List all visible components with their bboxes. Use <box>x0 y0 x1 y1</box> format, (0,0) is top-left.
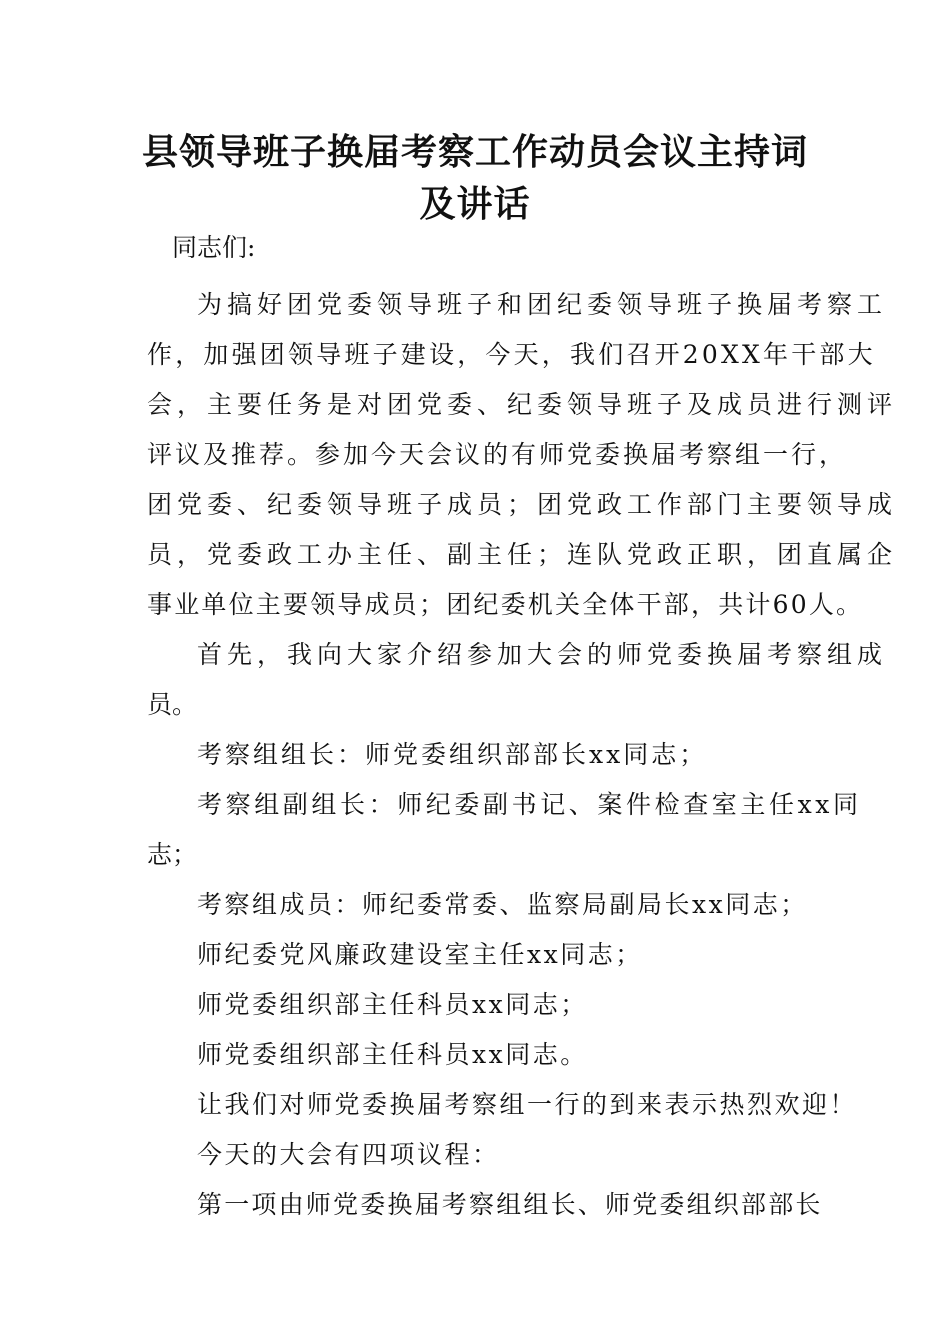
group-member-line: 师纪委党风廉政建设室主任xx同志； <box>197 940 643 969</box>
paragraph-line: 员，党委政工办主任、副主任；连队党政正职，团直属企 <box>147 540 898 569</box>
paragraph-line: 事业单位主要领导成员；团纪委机关全体干部，共计60人。 <box>147 590 864 619</box>
paragraph-line: 为搞好团党委领导班子和团纪委领导班子换届考察工 <box>197 290 888 319</box>
deputy-leader-line-cont: 志； <box>147 840 198 869</box>
paragraph-line: 评议及推荐。参加今天会议的有师党委换届考察组一行， <box>147 440 848 469</box>
agenda-intro-line: 今天的大会有四项议程： <box>197 1140 500 1169</box>
paragraph-introduce-group <box>147 630 888 730</box>
deputy-leader-block <box>147 780 862 880</box>
paragraph-line: 团党委、纪委领导班子成员；团党政工作部门主要领导成 <box>147 490 898 519</box>
paragraph-line: 作，加强团领导班子建设，今天，我们召开20XX年干部大 <box>147 340 876 369</box>
paragraph-line: 员。 <box>147 690 198 719</box>
group-member-line: 师党委组织部主任科员xx同志。 <box>197 1040 588 1069</box>
group-member-line: 考察组成员：师纪委常委、监察局副局长xx同志； <box>197 890 808 919</box>
group-member-line: 师党委组织部主任科员xx同志； <box>197 990 588 1019</box>
paragraph-line: 首先，我向大家介绍参加大会的师党委换届考察组成 <box>197 640 888 669</box>
welcome-line: 让我们对师党委换届考察组一行的到来表示热烈欢迎！ <box>197 1090 858 1119</box>
paragraph-intro <box>147 280 898 630</box>
agenda-item-line: 第一项由师党委换届考察组组长、师党委组织部部长 <box>197 1190 823 1219</box>
document-body <box>147 223 898 1230</box>
paragraph-line: 会，主要任务是对团党委、纪委领导班子及成员进行测评 <box>147 390 898 419</box>
document-title-line-2: 及讲话 <box>419 184 531 225</box>
group-leader-line: 考察组组长：师党委组织部部长xx同志； <box>197 740 708 769</box>
salutation: 同志们: <box>172 233 256 262</box>
deputy-leader-line: 考察组副组长：师纪委副书记、案件检查室主任xx同 <box>197 790 862 819</box>
document-title-line-1: 县领导班子换届考察工作动员会议主持词 <box>141 132 808 173</box>
